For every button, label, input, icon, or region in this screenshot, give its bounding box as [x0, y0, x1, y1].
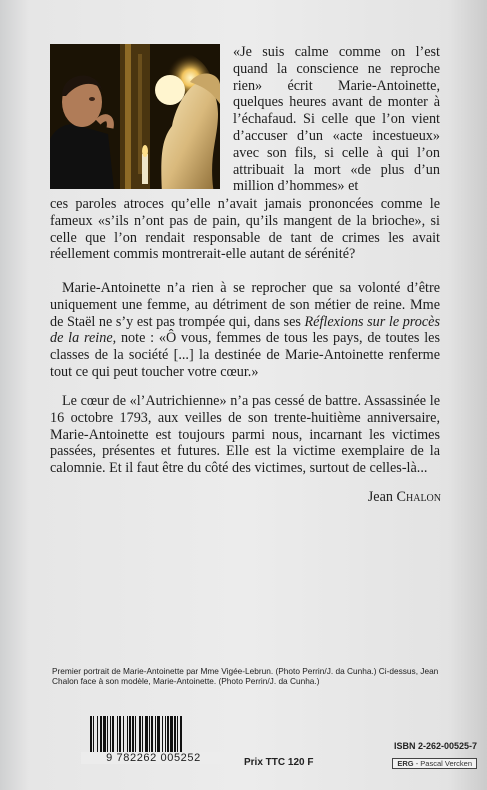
publisher-name: - Pascal Vercken	[413, 759, 472, 768]
publisher-tag	[392, 758, 477, 769]
barcode-digits: 9 782262 005252	[81, 752, 226, 764]
isbn-label: ISBN 2-262-00525-7	[393, 741, 477, 751]
blurb-paragraph-2-end: note : «Ô vous, femmes de tous les pays, de toutes les classes de la société [...] la destinée de Marie-Antoinette renferme tout ce qui peut toucher votre cœur.»	[50, 330, 440, 380]
publisher-code: ERG	[397, 759, 414, 768]
author-first-name: Jean	[367, 489, 393, 505]
blurb-paragraph-2	[50, 280, 440, 381]
author-last-name: Chalon	[396, 489, 441, 505]
blurb-paragraph-2-start: Marie-Antoinette n’a rien à se reprocher que sa volonté d’être uniquement une femme, au détriment de son métier de reine. Mme de Staël ne s’y est pas trompée qui, dans ses	[50, 280, 440, 330]
book-title-reference: Réflexions sur le procès de la reine,	[50, 313, 440, 347]
author-photo	[50, 44, 220, 189]
price-label: Prix TTC 120 F	[244, 757, 314, 768]
photo-caption: Premier portrait de Marie-Antoinette par Mme Vigée-Lebrun. (Photo Perrin/J. da Cunha.) Ci-dessus, Jean Chalon face à son modèle, Marie-Antoinette. (Photo Perrin/J. da Cunha.)	[52, 666, 439, 686]
blurb-paragraph-3: Le cœur de «l’Autrichienne» n’a pas cessé de battre. Assassinée le 16 octobre 1793, aux veilles de son trente-huitième anniversaire, Marie-Antoinette est toujours parmi nous, incarnant les victimes passées, présentes et futures. Elle est la victime exemplaire de la calomnie. Et il faut être du côté des victimes, surtout de celles-là...	[50, 393, 440, 477]
blurb-paragraph-1-bottom: ces paroles atroces qu’elle n’avait jamais prononcées comme le fameux «s’ils n’ont pas de pain, qu’ils mangent de la brioche», si celle que l’on rendait responsable de tant de crimes les avait réellement commis montrerait-elle autant de sérénité?	[50, 196, 440, 263]
blurb-paragraph-1-top: «Je suis calme comme on l’est quand la conscience ne reproche rien» écrit Marie-Antoinette, quelques heures avant de monter à l’échafaud. Si celle que l’on vient d’accuser d’un «acte incestueux» avec son fils, si celle à qui l’on attribuait la mort «de plus d’un million d’hommes» et	[233, 44, 440, 195]
author-signature	[368, 489, 441, 506]
